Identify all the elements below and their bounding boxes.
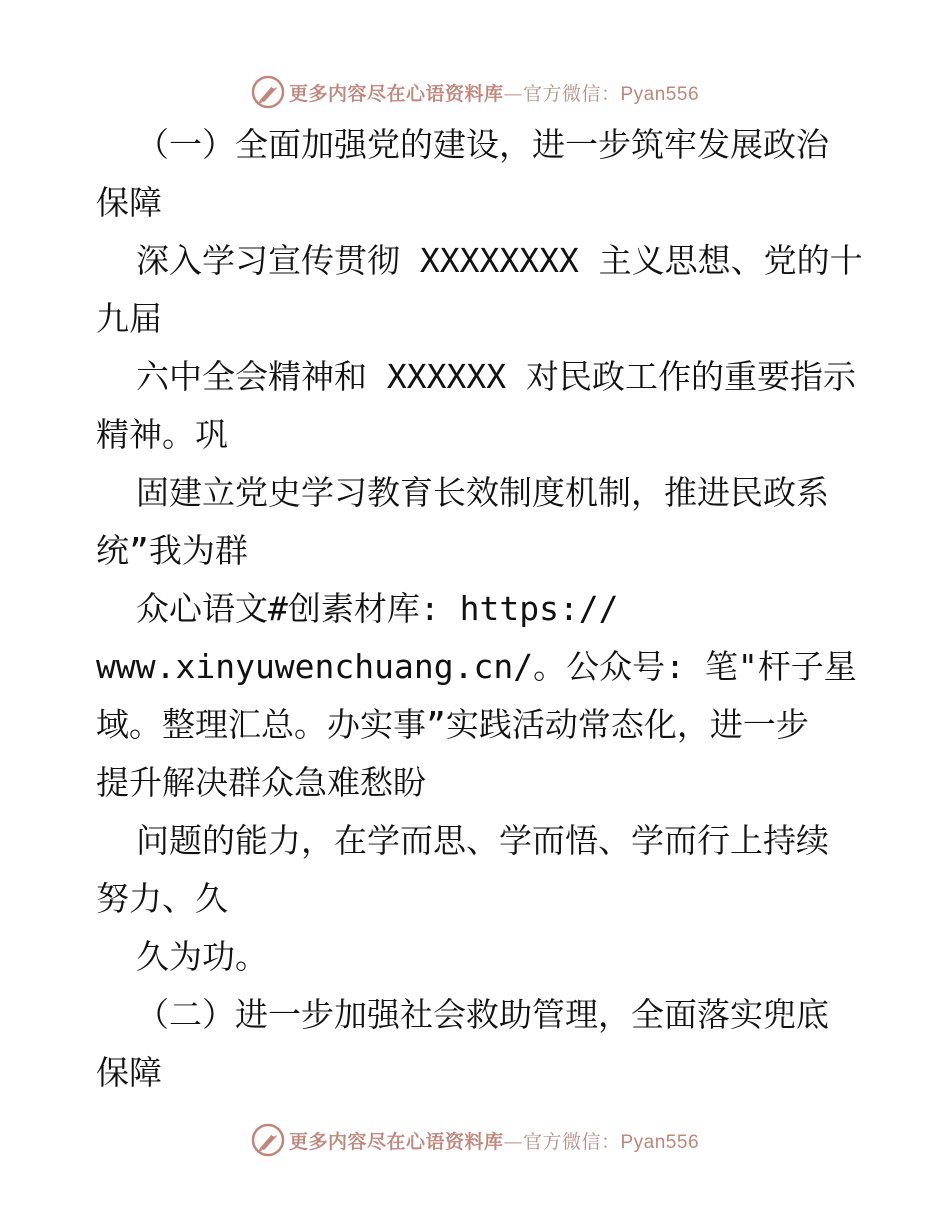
pen-logo-icon	[251, 75, 285, 109]
pen-logo-icon	[251, 1123, 285, 1157]
text-line: 努力、久	[96, 879, 228, 918]
text-line: 域。整理汇总。办实事”实践活动常态化，进一步	[96, 705, 809, 744]
watermark-main-text: 更多内容尽在心语资料库	[288, 1130, 504, 1153]
text-line: 久为功。	[136, 937, 268, 976]
text-line: （二）进一步加强社会救助管理，全面落实兜底	[136, 995, 829, 1034]
text-line: （一）全面加强党的建设，进一步筑牢发展政治	[136, 125, 829, 164]
text-line: 提升解决群众急难愁盼	[96, 763, 426, 802]
text-line: www.xinyuwenchuang.cn/。公众号: 笔"杆子星	[96, 647, 857, 686]
footer-watermark	[0, 1120, 950, 1160]
header-watermark	[0, 72, 950, 112]
watermark-dash: —	[503, 1130, 523, 1153]
text-line: 固建立党史学习教育长效制度机制，推进民政系	[136, 473, 829, 512]
text-line: 九届	[96, 299, 162, 338]
text-line: 保障	[96, 1053, 162, 1092]
watermark-main-text: 更多内容尽在心语资料库	[288, 82, 504, 105]
text-line: 六中全会精神和 XXXXXX 对民政工作的重要指示	[136, 357, 856, 396]
text-line: 深入学习宣传贯彻 XXXXXXXX 主义思想、党的十	[136, 241, 863, 280]
text-line: 众心语文#创素材库: https://	[136, 589, 619, 628]
text-line: 保障	[96, 183, 162, 222]
document-body	[96, 116, 863, 1102]
watermark-dash: —	[503, 82, 523, 105]
watermark-sub-text: 官方微信：	[522, 82, 621, 105]
text-line: 问题的能力，在学而思、学而悟、学而行上持续	[136, 821, 829, 860]
watermark-wechat-id: Pyan556	[620, 1131, 700, 1153]
text-line: 精神。巩	[96, 415, 228, 454]
watermark-sub-text: 官方微信：	[522, 1130, 621, 1153]
text-line: 统”我为群	[96, 531, 248, 570]
watermark-wechat-id: Pyan556	[620, 83, 700, 105]
